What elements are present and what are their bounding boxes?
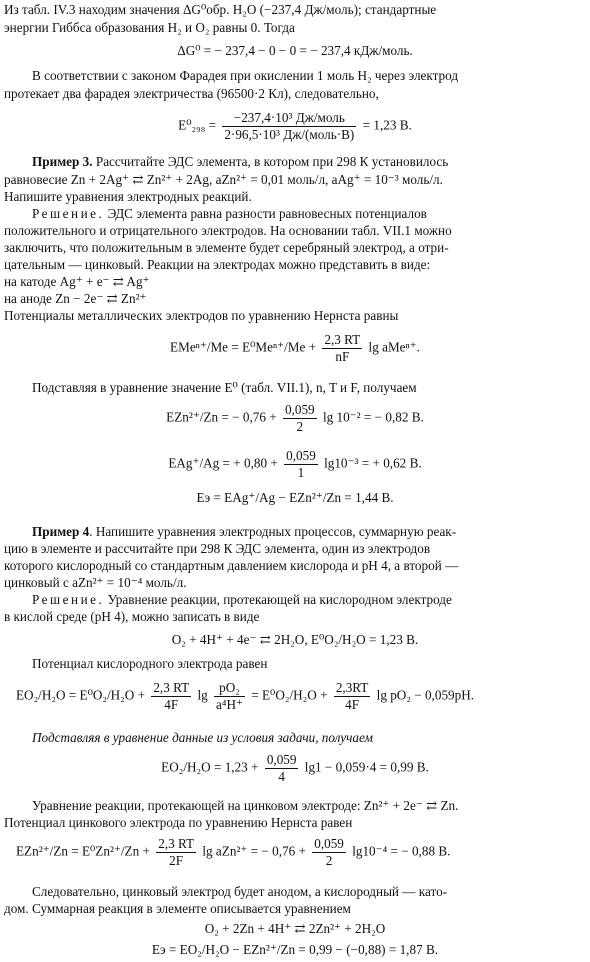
text-line: Из табл. IV.3 находим значения ΔG⁰обр. H₂O (−237,4 Дж/моль); стандартные [4, 2, 437, 17]
fraction [222, 110, 356, 143]
solution-label: Решение. [32, 592, 105, 607]
solution-line [32, 206, 427, 222]
fraction [312, 836, 346, 869]
text-line: протекает два фарадея электричества (96500·2 Кл), следовательно, [4, 86, 379, 101]
fraction-denominator: 2 [296, 418, 304, 434]
fraction [151, 680, 191, 713]
fraction-denominator: 4F [164, 696, 179, 712]
equation-part: EO₂/H₂O = 1,23 + [161, 759, 259, 775]
fraction-numerator: 0,059 [314, 836, 344, 851]
text-line: В соответствии с законом Фарадея при окислении 1 моль H₂ через электрод [32, 68, 459, 83]
equation-part: EZn²⁺/Zn = E⁰Zn²⁺/Zn + [16, 843, 150, 859]
equation-part: EMeⁿ⁺/Me = E⁰Meⁿ⁺/Me + [170, 339, 317, 355]
equation-part: EO₂/H₂O = E⁰O₂/H₂O + [16, 687, 146, 703]
equation-part: EAg⁺/Ag = + 0,80 + [168, 455, 278, 471]
text-line: Подставляя в уравнение данные из условия задачи, получаем [32, 730, 373, 745]
equation-part: lg aMeⁿ⁺. [368, 339, 420, 355]
text-line: цию в элементе и рассчитайте при 298 К ЭДС элемента, один из электродов [4, 541, 431, 556]
text-line: на аноде Zn − 2e⁻ ⇄ Zn²⁺ [4, 291, 147, 306]
fraction [322, 332, 362, 365]
example-title: Пример 4 [32, 524, 90, 539]
equation-part: lg1 − 0,059·4 = 0,99 В. [304, 759, 429, 775]
fraction-numerator: −237,4·10³ Дж/моль [222, 110, 356, 127]
text-line: Уравнение реакции, протекающей на цинковом электроде: Zn²⁺ + 2e⁻ ⇄ Zn. [32, 798, 459, 813]
equation-part: lg10⁻³ = + 0,62 В. [324, 455, 422, 471]
text-line: Рассчитайте ЭДС элемента, в котором при 298 К установилось [92, 154, 449, 169]
equation: O₂ + 2Zn + 4H⁺ ⇄ 2Zn²⁺ + 2H₂O [204, 921, 386, 936]
fraction [283, 402, 317, 435]
equation-part: lg [197, 687, 208, 703]
equation-part: lg 10⁻² = − 0,82 В. [322, 409, 424, 425]
fraction-denominator: nF [335, 348, 350, 364]
equation: Eэ = EAg⁺/Ag − EZn²⁺/Zn = 1,44 В. [196, 490, 394, 505]
text-line: ЭДС элемента равна разности равновесных потенциалов [104, 206, 427, 221]
example-heading-line [32, 154, 448, 170]
fraction-numerator: 0,059 [284, 402, 315, 417]
example-title: Пример 3. [32, 154, 93, 169]
equation-part: lg pO₂ − 0,059pH. [376, 687, 475, 703]
fraction-numerator: 2,3 RT [324, 332, 361, 347]
text-line: которого кислородный со стандартным давлением кислорода и pH 4, а второй — [4, 558, 459, 573]
equation [0, 402, 590, 435]
fraction [265, 752, 299, 785]
text-line: в кислой среде (pH 4), можно записать в виде [4, 609, 260, 624]
text-line: . Напишите уравнения электродных процессов, суммарную реак- [89, 524, 457, 539]
text-line: Уравнение реакции, протекающей на кислородном электроде [104, 592, 452, 607]
fraction-numerator: pO₂ [214, 680, 245, 697]
equation [0, 752, 590, 785]
text-line: Напишите уравнения электродных реакций. [4, 189, 252, 204]
fraction-numerator: 2,3 RT [153, 680, 190, 695]
equation [0, 110, 590, 143]
fraction [156, 836, 196, 869]
equation-part: EZn²⁺/Zn = − 0,76 + [166, 409, 277, 425]
text-line: равновесие Zn + 2Ag⁺ ⇄ Zn²⁺ + 2Ag, aZn²⁺ = 0,01 моль/л, aAg⁺ = 10⁻³ моль/л. [4, 172, 443, 187]
fraction [284, 448, 318, 481]
equation [0, 448, 590, 481]
equation [16, 680, 474, 713]
fraction-denominator: 4F [345, 696, 360, 712]
solution-line [32, 592, 452, 608]
equation: Eэ = EO₂/H₂O − EZn²⁺/Zn = 0,99 − (−0,88) = 1,87 В. [151, 942, 439, 957]
fraction-denominator: 4 [278, 768, 285, 784]
text-line: заключить, что положительным в элементе будет серебряный электрод, а отри- [4, 240, 449, 255]
text-line: цательным — цинковый. Реакции на электродах можно представить в виде: [4, 257, 431, 272]
equation-part: lg aZn²⁺ = − 0,76 + [202, 843, 306, 859]
text-line: цинковый с aZn²⁺ = 10⁻⁴ моль/л. [4, 575, 187, 590]
equation-part: = E⁰O₂/H₂O + [251, 687, 328, 703]
fraction-numerator: 0,059 [286, 448, 316, 463]
equation [0, 332, 590, 365]
fraction-numerator: 2,3RT [335, 680, 369, 695]
equation-part: = 1,23 В. [362, 117, 412, 133]
solution-label: Решение. [32, 206, 105, 221]
text-line: энергии Гиббса образования H₂ и O₂ равны 0. Тогда [4, 20, 295, 35]
fraction-denominator: a⁴H⁺ [216, 696, 243, 712]
fraction-denominator: 1 [297, 464, 305, 480]
text-line: Подставляя в уравнение значение E⁰ (табл. VII.1), n, T и F, получаем [32, 380, 417, 395]
example-heading-line [32, 524, 456, 540]
fraction [214, 680, 245, 713]
text-line: Потенциал кислородного электрода равен [32, 656, 268, 671]
fraction-denominator: 2 [325, 852, 333, 868]
fraction-denominator: 2·96,5·10³ Дж/(моль·В) [224, 126, 355, 142]
equation: ΔG⁰ = − 237,4 − 0 − 0 = − 237,4 кДж/моль. [177, 43, 413, 58]
text-line: Следовательно, цинковый электрод будет анодом, а кислородный — като- [32, 884, 448, 899]
text-line: Потенциал цинкового электрода по уравнению Нернста равен [4, 815, 353, 830]
text-line: положительного и отрицательного электродов. На основании табл. VII.1 можно [4, 223, 452, 238]
fraction-numerator: 2,3 RT [158, 836, 195, 851]
fraction-numerator: 0,059 [266, 752, 297, 767]
fraction-denominator: 2F [169, 852, 184, 868]
text-line: на катоде Ag⁺ + e⁻ ⇄ Ag⁺ [4, 274, 150, 289]
equation [16, 836, 450, 869]
fraction [334, 680, 371, 713]
text-line: Потенциалы металлических электродов по уравнению Нернста равны [4, 308, 399, 323]
text-line: дом. Суммарная реакция в элементе описывается уравнением [4, 901, 351, 916]
equation: O₂ + 4H⁺ + 4e⁻ ⇄ 2H₂O, E⁰O₂/H₂O = 1,23 В. [171, 632, 419, 647]
equation-part: E⁰₂₉₈ = [178, 117, 217, 133]
equation-part: lg10⁻⁴ = − 0,88 В. [352, 843, 451, 859]
